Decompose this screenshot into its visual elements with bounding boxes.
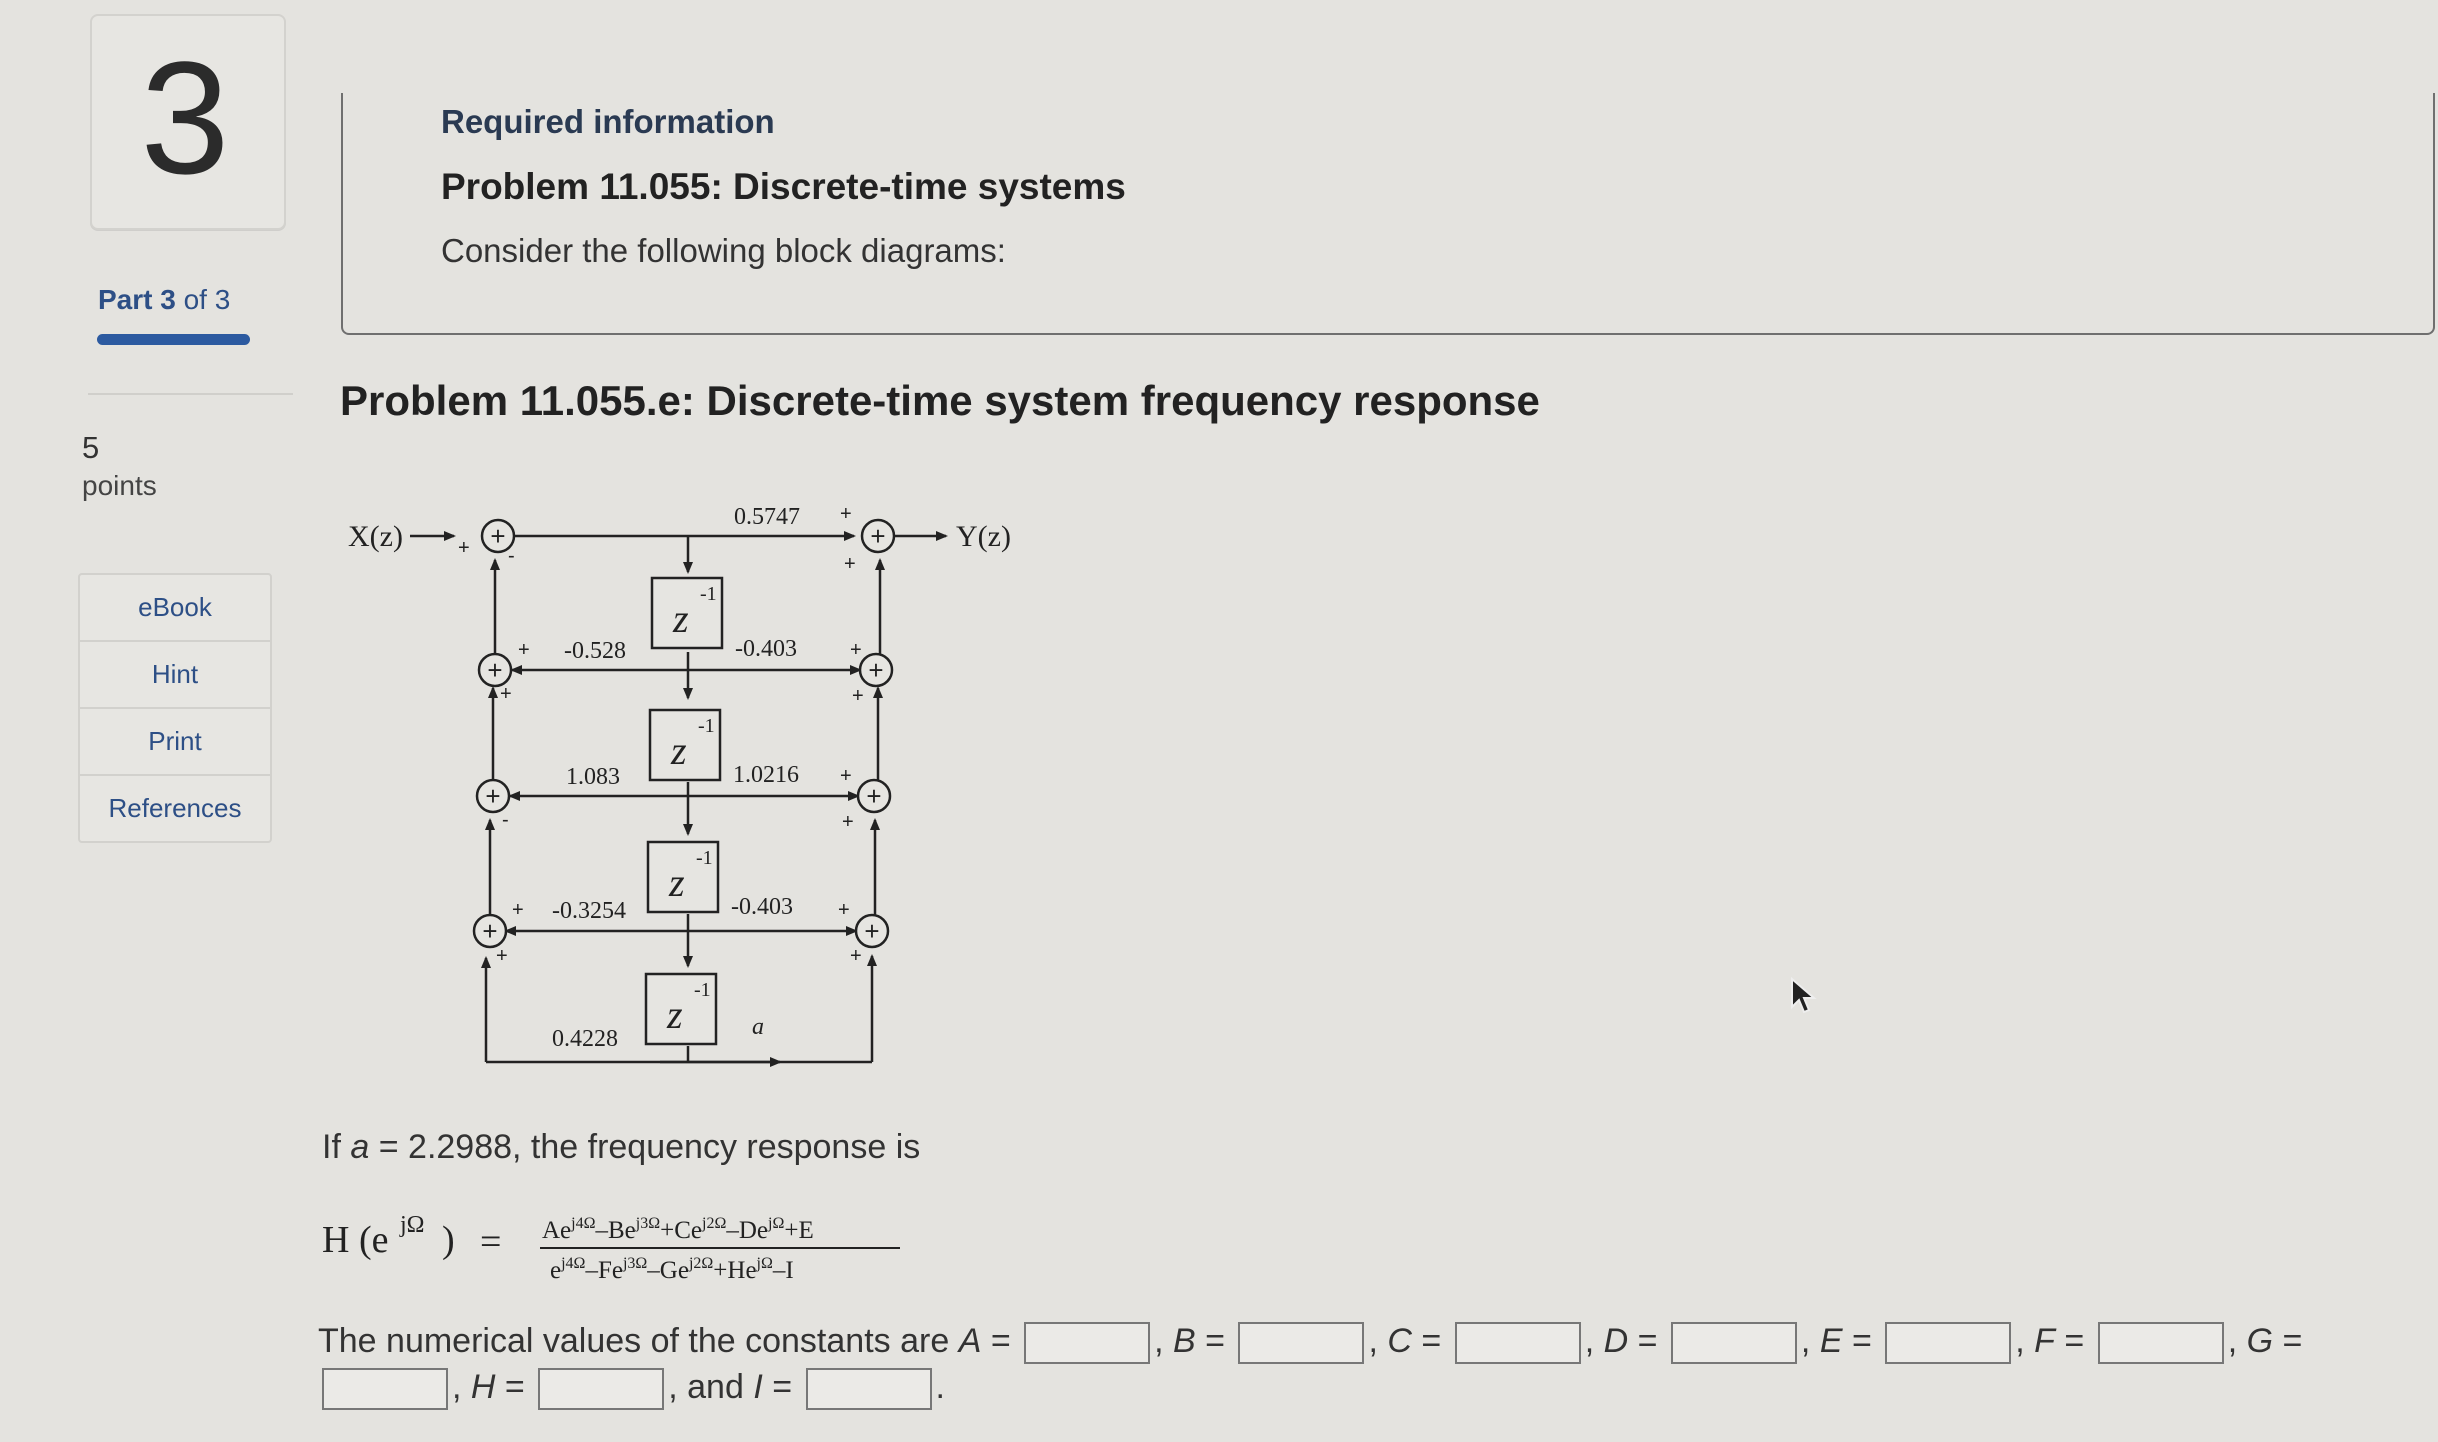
problem-intro: Consider the following block diagrams:: [441, 232, 1006, 269]
frequency-response-equation: [322, 1200, 942, 1300]
svg-text:+: +: [485, 781, 501, 811]
answer-input-h[interactable]: [538, 1368, 664, 1410]
delay-exponent: -1: [698, 715, 715, 737]
svg-text:+: +: [518, 639, 530, 661]
svg-text:+: +: [842, 811, 854, 833]
points-label: points: [82, 470, 157, 501]
part-indicator: Part 3 of 3: [98, 284, 231, 315]
part-progress-bar: [97, 334, 250, 345]
left-divider: [88, 393, 293, 395]
delay-exponent: -1: [694, 979, 711, 1001]
svg-text:+: +: [866, 781, 882, 811]
delay-exponent: -1: [700, 583, 717, 605]
problem-title: Problem 11.055: Discrete-time systems: [441, 166, 1126, 207]
coef-right-1: -0.403: [735, 636, 797, 662]
svg-text:+: +: [838, 899, 850, 921]
svg-text:+: +: [496, 945, 508, 967]
question-number: 3: [140, 28, 230, 207]
coef-right-3: -0.403: [731, 894, 793, 920]
svg-text:+: +: [870, 521, 886, 551]
delay-label: z: [667, 992, 683, 1037]
svg-text:+: +: [840, 503, 852, 525]
answer-input-g[interactable]: [322, 1368, 448, 1410]
answer-input-i[interactable]: [806, 1368, 932, 1410]
delay-label: z: [671, 728, 687, 773]
svg-text:+: +: [852, 685, 864, 707]
eq-lhs-close: ): [442, 1219, 455, 1261]
points-value: 5: [82, 430, 100, 465]
part-title: Problem 11.055.e: Discrete-time system frequency response: [340, 377, 1540, 424]
svg-text:+: +: [868, 655, 884, 685]
print-button[interactable]: Print: [80, 709, 270, 776]
eq-lhs: H (e: [322, 1219, 389, 1261]
svg-text:+: +: [490, 521, 506, 551]
given-value-line: If a = 2.2988, the frequency response is: [322, 1128, 921, 1166]
answer-input-d[interactable]: [1671, 1322, 1797, 1364]
svg-text:+: +: [844, 553, 856, 575]
eq-denominator: $e^{j4\Omega}-Fe^{j3\Omega}-Ge^{j2\Omega}+He^{j\Omega}-I$: [550, 1255, 794, 1284]
answer-input-c[interactable]: [1455, 1322, 1581, 1364]
coef-right-0: 0.5747: [734, 504, 800, 530]
eq-numerator: $Ae^{j4\Omega}-Be^{j3\Omega}+Ce^{j2\Omega}-De^{j\Omega}+E$: [542, 1215, 814, 1244]
block-diagram: [330, 470, 1050, 1070]
coef-right-2: 1.0216: [733, 762, 799, 788]
answer-input-e[interactable]: [1885, 1322, 2011, 1364]
svg-text:-: -: [502, 809, 509, 831]
svg-text:+: +: [850, 945, 862, 967]
svg-text:+: +: [512, 899, 524, 921]
svg-text:+: +: [458, 537, 470, 559]
eq-lhs-exp: jΩ: [400, 1212, 425, 1238]
svg-text:+: +: [482, 916, 498, 946]
svg-text:+: +: [500, 683, 512, 705]
delay-label: z: [669, 860, 685, 905]
coef-left-4: 0.4228: [552, 1026, 618, 1052]
hint-button[interactable]: Hint: [80, 642, 270, 709]
coef-right-a: a: [752, 1014, 764, 1040]
side-button-group: [78, 573, 272, 843]
answer-input-a[interactable]: [1024, 1322, 1150, 1364]
svg-text:+: +: [487, 655, 503, 685]
input-label: X(z): [348, 520, 403, 553]
ebook-button[interactable]: eBook: [80, 575, 270, 642]
answer-input-f[interactable]: [2098, 1322, 2224, 1364]
coef-left-3: -0.3254: [552, 898, 626, 924]
output-label: Y(z): [956, 520, 1011, 553]
answer-input-b[interactable]: [1238, 1322, 1364, 1364]
delay-label: z: [673, 596, 689, 641]
references-button[interactable]: References: [108, 793, 242, 823]
svg-text:+: +: [840, 765, 852, 787]
coef-left-2: 1.083: [566, 764, 620, 790]
required-info-heading: Required information: [441, 103, 775, 140]
delay-exponent: -1: [696, 847, 713, 869]
mouse-cursor-icon: [1790, 977, 1818, 1017]
constants-answer-area: The numerical values of the constants are A = , B = , C = , D = , E = , F = , G = , H = , and I = .: [318, 1318, 2418, 1410]
coef-left-1: -0.528: [564, 638, 626, 664]
svg-text:+: +: [850, 639, 862, 661]
eq-equals: =: [480, 1221, 502, 1263]
svg-text:+: +: [864, 916, 880, 946]
svg-text:-: -: [508, 545, 515, 567]
